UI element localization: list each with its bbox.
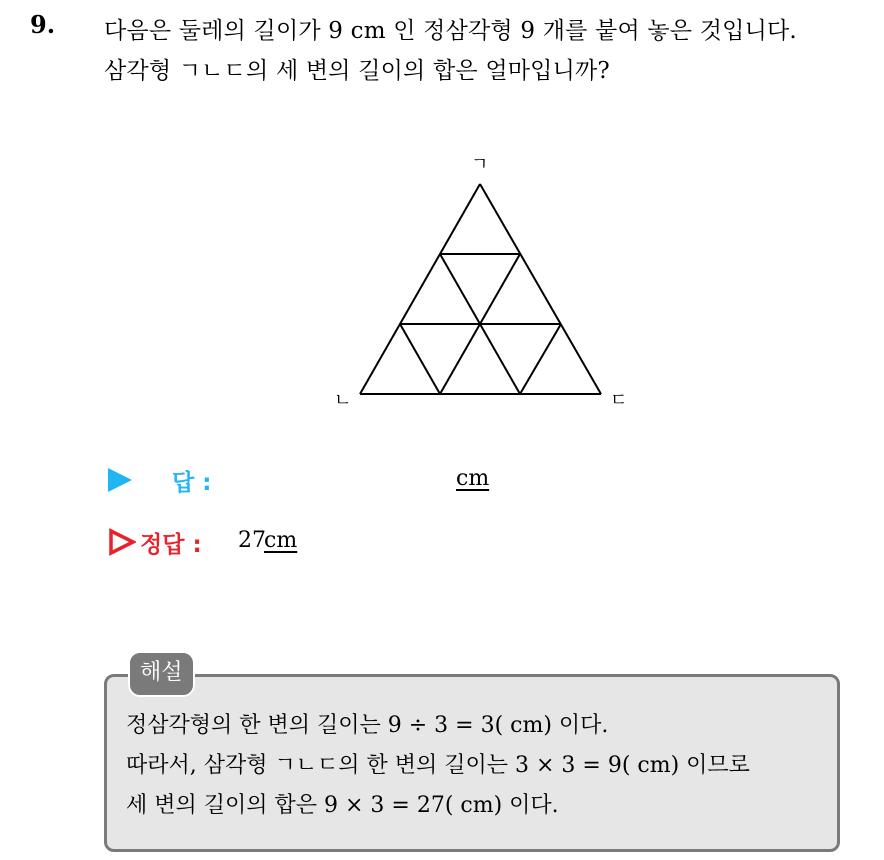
solution-unit: cm [264, 528, 298, 553]
vertex-label-left: ㄴ [334, 390, 352, 411]
play-filled-icon [108, 468, 132, 492]
answer-unit: cm [456, 466, 490, 491]
big-triangle-right-side [480, 184, 601, 394]
explanation-tag: 해설 [128, 651, 195, 697]
solution-value: 27 [238, 528, 266, 553]
inner-line-d [520, 324, 561, 394]
solution-row [108, 526, 408, 560]
question-text-line-1: 다음은 둘레의 길이가 9 cm 인 정삼각형 9 개를 붙여 놓은 것입니다. [104, 18, 797, 44]
big-triangle-left-side [360, 184, 480, 394]
explanation-line-2: 따라서, 삼각형 ㄱㄴㄷ의 한 변의 길이는 3 × 3 = 9( cm) 이므로 [126, 753, 750, 778]
triangle-figure [320, 148, 640, 418]
inner-line-b [400, 324, 440, 394]
explanation-line-1: 정삼각형의 한 변의 길이는 9 ÷ 3 = 3( cm) 이다. [126, 713, 609, 738]
explanation-line-3: 세 변의 길이의 합은 9 × 3 = 27( cm) 이다. [126, 793, 559, 818]
question-number: 9. [30, 10, 56, 39]
answer-label: 답 : [172, 470, 212, 496]
vertex-label-top: ㄱ [471, 154, 489, 175]
solution-label: 정답 : [140, 532, 202, 558]
question-text-line-2: 삼각형 ㄱㄴㄷ의 세 변의 길이의 합은 얼마입니까? [104, 58, 610, 84]
play-outline-icon [108, 528, 136, 556]
answer-row [108, 464, 528, 498]
vertex-label-right: ㄷ [610, 390, 628, 411]
